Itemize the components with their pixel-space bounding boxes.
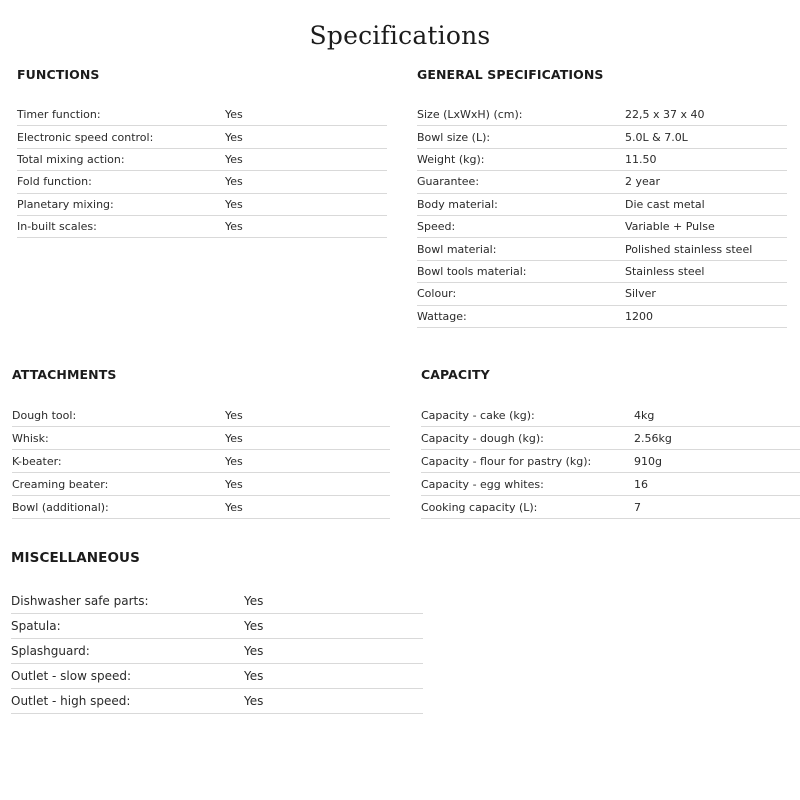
spec-label: Capacity - dough (kg): — [421, 431, 544, 445]
miscellaneous-section — [11, 549, 423, 714]
spec-value: Yes — [225, 500, 243, 514]
spec-label: Splashguard: — [11, 644, 90, 658]
spec-row — [421, 427, 800, 450]
spec-value: Yes — [225, 454, 243, 468]
spec-row — [421, 496, 800, 519]
spec-label: Fold function: — [17, 175, 92, 189]
general-specifications-section — [417, 66, 787, 328]
spec-label: Creaming beater: — [12, 477, 109, 491]
spec-label: Wattage: — [417, 309, 467, 323]
spec-value: 11.50 — [625, 152, 657, 166]
spec-value: Yes — [225, 152, 243, 166]
spec-label: Guarantee: — [417, 175, 480, 189]
spec-row — [421, 404, 800, 427]
capacity-table — [421, 404, 800, 519]
general-specifications-heading: GENERAL SPECIFICATIONS — [417, 67, 604, 82]
functions-table — [17, 104, 387, 238]
spec-value: Yes — [225, 477, 243, 491]
spec-label: Total mixing action: — [17, 152, 125, 166]
spec-label: Whisk: — [12, 431, 49, 445]
spec-row — [12, 427, 390, 450]
spec-label: Bowl size (L): — [417, 130, 491, 144]
spec-row — [11, 589, 423, 614]
spec-value: 16 — [634, 477, 648, 491]
spec-value: Yes — [225, 408, 243, 422]
spec-row — [421, 450, 800, 473]
spec-row — [417, 104, 787, 126]
spec-value: Yes — [244, 644, 264, 658]
spec-value: 910g — [634, 454, 662, 468]
spec-row — [17, 171, 387, 193]
capacity-heading: CAPACITY — [421, 367, 490, 382]
spec-label: Bowl material: — [417, 242, 497, 256]
spec-label: Outlet - slow speed: — [11, 669, 131, 683]
spec-label: Spatula: — [11, 619, 61, 633]
spec-value: Silver — [625, 287, 656, 301]
spec-label: Outlet - high speed: — [11, 694, 131, 708]
spec-row — [417, 261, 787, 283]
spec-row — [12, 404, 390, 427]
spec-label: Cooking capacity (L): — [421, 500, 538, 514]
functions-heading: FUNCTIONS — [17, 67, 100, 82]
attachments-section — [12, 366, 390, 519]
spec-value: Yes — [225, 431, 243, 445]
spec-label: K-beater: — [12, 454, 62, 468]
spec-value: Yes — [225, 108, 243, 122]
spec-label: Capacity - cake (kg): — [421, 408, 535, 422]
spec-value: Yes — [225, 130, 243, 144]
spec-row — [11, 614, 423, 639]
functions-section — [17, 66, 387, 238]
spec-label: Timer function: — [17, 108, 101, 122]
spec-value: Variable + Pulse — [625, 220, 715, 234]
capacity-section — [421, 366, 800, 519]
spec-label: Bowl tools material: — [417, 264, 527, 278]
spec-row — [17, 104, 387, 126]
spec-row — [417, 238, 787, 260]
spec-row — [17, 149, 387, 171]
spec-label: Colour: — [417, 287, 457, 301]
spec-label: Capacity - flour for pastry (kg): — [421, 454, 592, 468]
spec-row — [12, 473, 390, 496]
spec-label: Electronic speed control: — [17, 130, 154, 144]
spec-value: 2 year — [625, 175, 661, 189]
spec-value: Yes — [225, 197, 243, 211]
spec-value: 22,5 x 37 x 40 — [625, 108, 705, 122]
spec-row — [421, 473, 800, 496]
spec-row — [417, 126, 787, 148]
spec-value: Yes — [244, 594, 264, 608]
page-title: Specifications — [309, 20, 491, 50]
spec-row — [417, 283, 787, 305]
spec-value: 2.56kg — [634, 431, 672, 445]
spec-row — [17, 216, 387, 238]
spec-label: In-built scales: — [17, 220, 97, 234]
spec-row — [417, 216, 787, 238]
spec-label: Dishwasher safe parts: — [11, 594, 149, 608]
miscellaneous-table — [11, 589, 423, 714]
spec-row — [417, 194, 787, 216]
spec-value: 7 — [634, 500, 641, 514]
spec-value: Die cast metal — [625, 197, 705, 211]
miscellaneous-heading: MISCELLANEOUS — [11, 550, 140, 566]
spec-label: Body material: — [417, 197, 498, 211]
spec-row — [11, 689, 423, 714]
spec-row — [417, 149, 787, 171]
attachments-heading: ATTACHMENTS — [12, 367, 117, 382]
spec-label: Weight (kg): — [417, 152, 485, 166]
spec-value: Yes — [225, 220, 243, 234]
spec-value: 5.0L & 7.0L — [625, 130, 688, 144]
spec-label: Speed: — [417, 220, 456, 234]
spec-row — [11, 639, 423, 664]
spec-row — [417, 306, 787, 328]
spec-label: Bowl (additional): — [12, 500, 109, 514]
spec-value: Polished stainless steel — [625, 242, 753, 256]
spec-value: Yes — [225, 175, 243, 189]
spec-row — [417, 171, 787, 193]
spec-label: Dough tool: — [12, 408, 77, 422]
spec-row — [12, 496, 390, 519]
spec-value: Yes — [244, 669, 264, 683]
spec-value: 1200 — [625, 309, 653, 323]
spec-value: 4kg — [634, 408, 655, 422]
spec-label: Planetary mixing: — [17, 197, 114, 211]
spec-label: Size (LxWxH) (cm): — [417, 108, 523, 122]
spec-value: Yes — [244, 694, 264, 708]
spec-row — [17, 126, 387, 148]
spec-row — [12, 450, 390, 473]
spec-value: Stainless steel — [625, 264, 705, 278]
spec-row — [17, 194, 387, 216]
spec-row — [11, 664, 423, 689]
attachments-table — [12, 404, 390, 519]
spec-value: Yes — [244, 619, 264, 633]
general-specifications-table — [417, 104, 787, 328]
spec-label: Capacity - egg whites: — [421, 477, 544, 491]
